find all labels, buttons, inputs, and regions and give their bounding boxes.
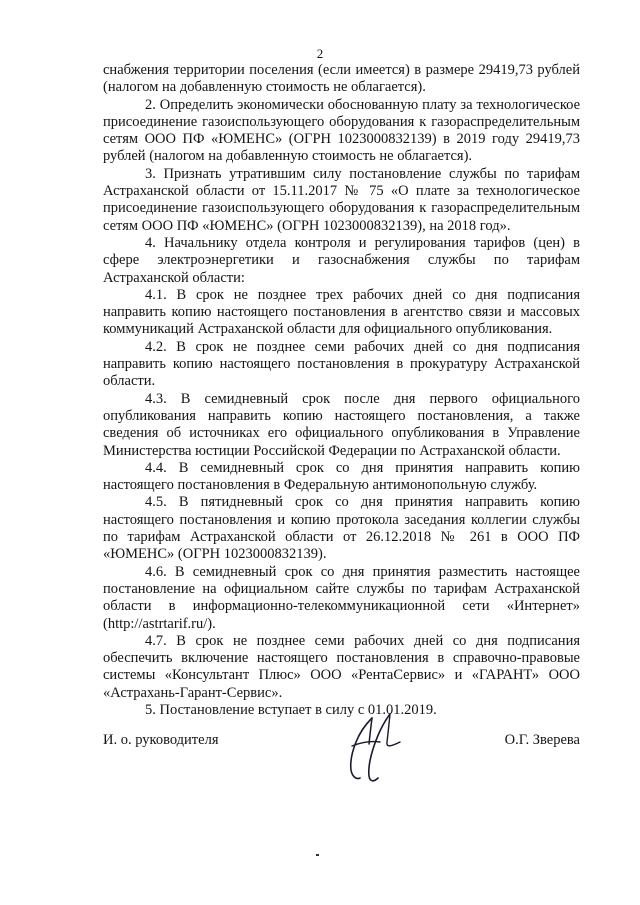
- paragraph-4-5: 4.5. В пятидневный срок со дня принятия направить копию настоящего постановления и копию протокола заседания коллегии службы по тарифам Астраханской области от 26.12.2018 № 261 в ООО ПФ «ЮМЕНС» (ОГРН 1023000832139).: [103, 494, 580, 563]
- scan-dot: [316, 854, 319, 856]
- document-body: [103, 62, 580, 719]
- paragraph-4-7: 4.7. В срок не позднее семи рабочих дней со дня подписания обеспечить включение настоящего постановления в справочно-правовые системы «Консультант Плюс» ООО «РентаСервис» и «ГАРАНТ» ООО «Астрахань-Гарант-Сервис».: [103, 632, 580, 701]
- paragraph-4: 4. Начальнику отдела контроля и регулирования тарифов (цен) в сфере электроэнергетики и газоснабжения службы по тарифам Астраханской области:: [103, 234, 580, 286]
- page-number: 2: [316, 46, 324, 61]
- paragraph-3: 3. Признать утратившим силу постановление службы по тарифам Астраханской области от 15.11.2017 № 75 «О плате за технологическое присоединение газоиспользующего оборудования к газораспределительным сетям ООО ПФ «ЮМЕНС» (ОГРН 1023000832139), на 2018 год».: [103, 165, 580, 234]
- paragraph-4-1: 4.1. В срок не позднее трех рабочих дней со дня подписания направить копию настоящего постановления в агентство связи и массовых коммуникаций Астраханской области для официального опубликования.: [103, 286, 580, 338]
- paragraph-4-6: 4.6. В семидневный срок со дня принятия разместить настоящее постановление на официальном сайте службы по тарифам Астраханской области в информационно-телекоммуникационной сети «Интернет» (http://astrtarif.ru/).: [103, 563, 580, 632]
- paragraph-4-2: 4.2. В срок не позднее семи рабочих дней со дня подписания направить копию настоящего постановления в прокуратуру Астраханской области.: [103, 338, 580, 390]
- paragraph-4-4: 4.4. В семидневный срок со дня принятия направить копию настоящего постановления в Федеральную антимонопольную службу.: [103, 459, 580, 494]
- paragraph-2: 2. Определить экономически обоснованную плату за технологическое присоединение газоиспользующего оборудования к газораспределительным сетям ООО ПФ «ЮМЕНС» (ОГРН 1023000832139) в 2019 году 29419,73 рублей (налогом на добавленную стоимость не облагается).: [103, 96, 580, 165]
- paragraph-continuation: снабжения территории поселения (если имеется) в размере 29419,73 рублей (налогом на добавленную стоимость не облагается).: [103, 62, 580, 96]
- signatory-name: О.Г. Зверева: [504, 732, 580, 748]
- paragraph-5: 5. Постановление вступает в силу с 01.01.2019.: [145, 701, 437, 718]
- signatory-title: И. о. руководителя: [103, 732, 219, 748]
- handwritten-signature: [342, 712, 408, 784]
- paragraph-4-3: 4.3. В семидневный срок после дня первого официального опубликования направить копию настоящего постановления, а также сведения об источниках его официального опубликования в Управление Министерства юстиции Российской Федерации по Астраханской области.: [103, 390, 580, 459]
